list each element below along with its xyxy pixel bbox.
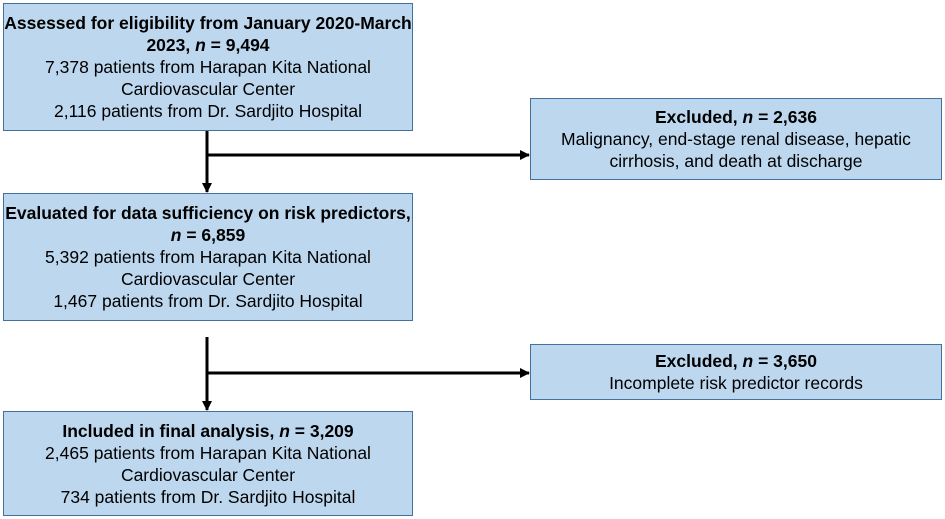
excluded-2-box [530,344,942,400]
included-sardjito-line: 734 patients from Dr. Sardjito Hospital [60,486,356,507]
assessed-box [3,3,413,131]
excluded-1-heading: Excluded, n = 2,636 [655,107,817,127]
evaluated-heading: Evaluated for data sufficiency on risk predictors, n = 6,859 [5,203,411,245]
included-harapan-line: 2,465 patients from Harapan Kita National Cardiovascular Center [45,442,371,485]
assessed-harapan-line: 7,378 patients from Harapan Kita National Cardiovascular Center [45,57,371,99]
evaluated-box [3,193,413,321]
excluded-1-box [530,98,942,180]
assessed-sardjito-line: 2,116 patients from Dr. Sardjito Hospital [53,101,363,121]
evaluated-sardjito-line: 1,467 patients from Dr. Sardjito Hospital [53,291,363,311]
excluded-2-heading: Excluded, n = 3,650 [655,351,817,371]
evaluated-harapan-line: 5,392 patients from Harapan Kita National Cardiovascular Center [45,247,371,289]
excluded-1-reasons: Malignancy, end-stage renal disease, hepatic cirrhosis, and death at discharge [561,129,911,171]
included-box [3,411,413,516]
assessed-heading: Assessed for eligibility from January 2020-March 2023, n = 9,494 [4,13,412,55]
included-heading: Included in final analysis, n = 3,209 [62,420,354,441]
excluded-2-reasons: Incomplete risk predictor records [609,373,863,393]
